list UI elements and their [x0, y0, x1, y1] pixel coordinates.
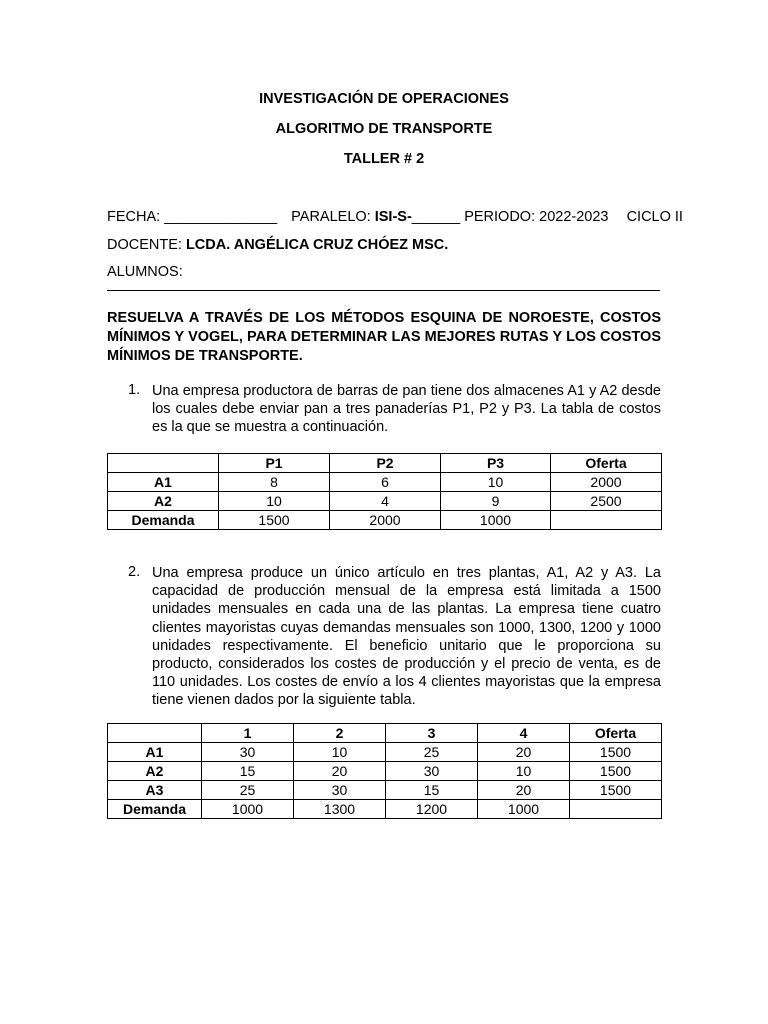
table-row [108, 800, 662, 819]
table-cell: 1000 [441, 511, 551, 530]
table-row [108, 492, 662, 511]
periodo: PERIODO: 2022-2023 [464, 209, 609, 225]
table-cell: 1500 [570, 781, 662, 800]
docente-value: LCDA. ANGÉLICA CRUZ CHÓEZ MSC. [185, 237, 449, 253]
row-label: A2 [108, 492, 219, 511]
table-cell: 10 [441, 473, 551, 492]
table-header-cell: 4 [478, 724, 570, 743]
table-cell: 15 [386, 781, 478, 800]
table-cell: 2500 [551, 492, 662, 511]
row-label: A3 [108, 781, 202, 800]
table-cell: 10 [294, 743, 386, 762]
table-cell: 1000 [202, 800, 294, 819]
row-label: Demanda [108, 800, 202, 819]
cost-table-2 [107, 723, 662, 819]
problem-2-number: 2. [128, 564, 141, 580]
row-label: A1 [108, 473, 219, 492]
table-row [108, 743, 662, 762]
table-cell: 20 [478, 781, 570, 800]
table-header-cell [108, 454, 219, 473]
table-cell: 6 [330, 473, 441, 492]
table-cell [551, 511, 662, 530]
table-header-row [108, 454, 662, 473]
info-line [107, 209, 683, 225]
table-cell: 25 [202, 781, 294, 800]
problem-2-text: Una empresa produce un único artículo en tres plantas, A1, A2 y A3. La capacidad de producción mensual de la empresa está limitada a 1500 unidades mensuales en cada una de las plantas. La empresa tiene cuatro clientes mayoristas cuyas demandas mensuales son 1000, 1300, 1200 y 1000 unidades respectivamente. El beneficio unitario que le proporciona su producto, considerados los costes de producción y el precio de venta, es de 110 unidades. Los costes de envío a los 4 clientes mayoristas que la empresa tiene vienen dados por la siguiente tabla. [152, 565, 661, 709]
table-cell: 10 [219, 492, 330, 511]
table-cell: 10 [478, 762, 570, 781]
topic-title: ALGORITMO DE TRANSPORTE [275, 121, 493, 137]
table-header-cell [108, 724, 202, 743]
divider-line [107, 290, 660, 291]
table-header-cell: 1 [202, 724, 294, 743]
table-row [108, 762, 662, 781]
table-cell: 25 [386, 743, 478, 762]
table-cell: 9 [441, 492, 551, 511]
course-title: INVESTIGACIÓN DE OPERACIONES [259, 91, 509, 107]
ciclo: CICLO II [626, 209, 683, 225]
table-header-cell: 2 [294, 724, 386, 743]
row-label: A2 [108, 762, 202, 781]
docente-line [107, 237, 448, 253]
table-cell: 8 [219, 473, 330, 492]
table-cell: 15 [202, 762, 294, 781]
table-header-cell: 3 [386, 724, 478, 743]
table-cell: 30 [202, 743, 294, 762]
table-cell: 30 [294, 781, 386, 800]
table-cell [570, 800, 662, 819]
table-header-cell: P1 [219, 454, 330, 473]
table-row [108, 473, 662, 492]
paralelo-blank: ______ [411, 209, 461, 225]
table-cell: 1500 [570, 762, 662, 781]
fecha-label: FECHA: ______________ [107, 209, 278, 225]
table-cell: 1300 [294, 800, 386, 819]
table-cell: 30 [386, 762, 478, 781]
cost-table-1 [107, 453, 662, 530]
table-cell: 1200 [386, 800, 478, 819]
alumnos-label: ALUMNOS: [107, 264, 183, 280]
table-cell: 20 [478, 743, 570, 762]
table-cell: 2000 [551, 473, 662, 492]
table-cell: 1000 [478, 800, 570, 819]
table-cell: 1500 [570, 743, 662, 762]
table-header-cell: P3 [441, 454, 551, 473]
table-cell: 2000 [330, 511, 441, 530]
row-label: Demanda [108, 511, 219, 530]
table-header-cell: Oferta [570, 724, 662, 743]
workshop-title: TALLER # 2 [343, 151, 425, 167]
row-label: A1 [108, 743, 202, 762]
problem-1-text: Una empresa productora de barras de pan tiene dos almacenes A1 y A2 desde los cuales debe enviar pan a tres panaderías P1, P2 y P3. La tabla de costos es la que se muestra a continuación. [152, 383, 661, 436]
table-header-row [108, 724, 662, 743]
docente-label: DOCENTE: [107, 237, 182, 253]
table-header-cell: Oferta [551, 454, 662, 473]
problem-1-number: 1. [128, 382, 141, 398]
paralelo-value: ISI-S- [374, 209, 412, 225]
table-cell: 20 [294, 762, 386, 781]
table-cell: 4 [330, 492, 441, 511]
instructions: RESUELVA A TRAVÉS DE LOS MÉTODOS ESQUINA DE NOROESTE, COSTOS MÍNIMOS Y VOGEL, PARA DETERMINAR LAS MEJORES RUTAS Y LOS COSTOS MÍNIMOS DE TRANSPORTE. [107, 310, 661, 364]
table-cell: 1500 [219, 511, 330, 530]
table-row [108, 511, 662, 530]
table-header-cell: P2 [330, 454, 441, 473]
paralelo-label: PARALELO: [291, 209, 371, 225]
table-row [108, 781, 662, 800]
